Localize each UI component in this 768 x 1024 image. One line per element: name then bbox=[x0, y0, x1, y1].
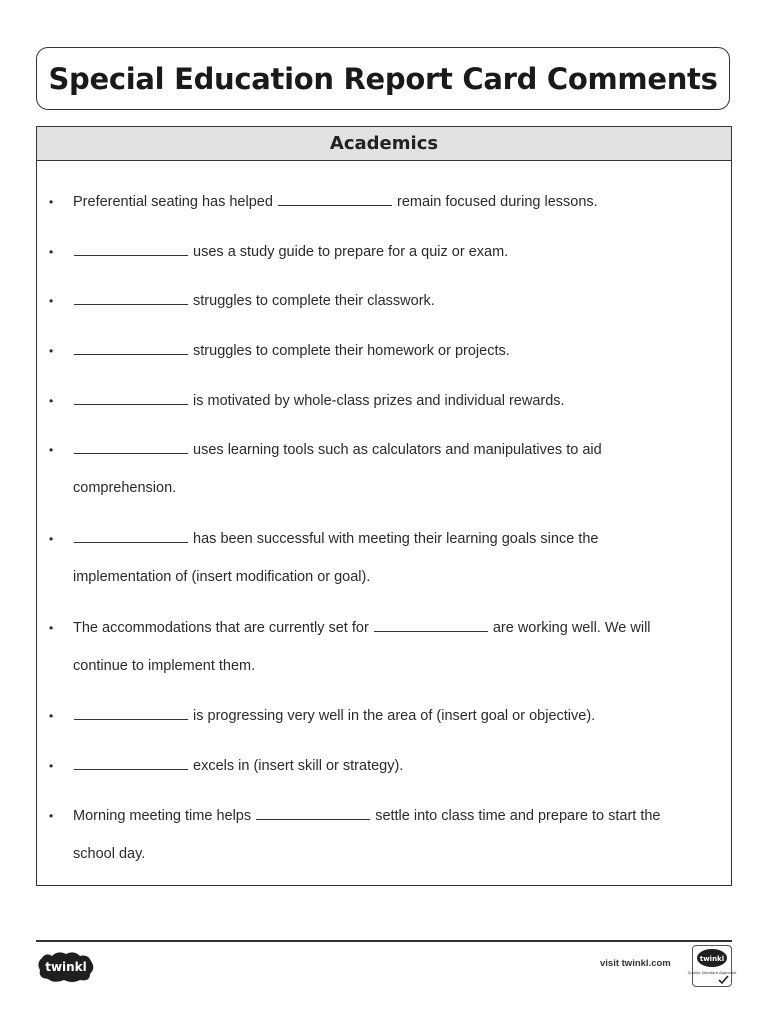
bullet-icon: • bbox=[49, 532, 54, 546]
comment-text-after: settle into class time and prepare to start the bbox=[375, 808, 661, 824]
quality-badge bbox=[687, 945, 737, 987]
badge-text: Quality Standard Approved bbox=[687, 971, 737, 975]
comment-item bbox=[49, 233, 723, 271]
bullet-icon: • bbox=[49, 344, 54, 358]
comment-text-after: is motivated by whole-class prizes and individual rewards. bbox=[193, 393, 565, 409]
footer-divider bbox=[36, 940, 732, 942]
comment-text-after: struggles to complete their homework or projects. bbox=[193, 343, 510, 359]
comment-item bbox=[49, 382, 723, 420]
comment-text-after: has been successful with meeting their learning goals since the bbox=[193, 531, 599, 547]
student-name-blank[interactable] bbox=[74, 340, 188, 355]
student-name-blank[interactable] bbox=[278, 191, 392, 206]
student-name-blank[interactable] bbox=[74, 290, 188, 305]
comment-item bbox=[49, 332, 723, 370]
bullet-icon: • bbox=[49, 294, 54, 308]
twinkl-logo bbox=[36, 950, 96, 984]
bullet-icon: • bbox=[49, 394, 54, 408]
bullet-icon: • bbox=[49, 621, 54, 635]
bullet-icon: • bbox=[49, 245, 54, 259]
student-name-blank[interactable] bbox=[74, 439, 188, 454]
comment-item bbox=[49, 697, 723, 735]
student-name-blank[interactable] bbox=[74, 390, 188, 405]
comment-item bbox=[49, 431, 723, 507]
student-name-blank[interactable] bbox=[74, 755, 188, 770]
student-name-blank[interactable] bbox=[374, 617, 488, 632]
bullet-icon: • bbox=[49, 443, 54, 457]
comment-text-after: uses a study guide to prepare for a quiz or exam. bbox=[193, 244, 509, 260]
comment-text-before: Morning meeting time helps bbox=[73, 808, 252, 824]
comment-item bbox=[49, 797, 723, 873]
logo-text: twinkl bbox=[45, 960, 87, 974]
bullet-icon: • bbox=[49, 709, 54, 723]
comment-item bbox=[49, 183, 723, 221]
badge-icon bbox=[687, 946, 737, 986]
comment-text-after: are working well. We will bbox=[492, 620, 651, 636]
bullet-icon: • bbox=[49, 195, 54, 209]
student-name-blank[interactable] bbox=[256, 805, 370, 820]
student-name-blank[interactable] bbox=[74, 528, 188, 543]
bullet-icon: • bbox=[49, 809, 54, 823]
comment-item bbox=[49, 747, 723, 785]
comment-item bbox=[49, 282, 723, 320]
visit-link[interactable]: visit twinkl.com bbox=[600, 958, 671, 969]
student-name-blank[interactable] bbox=[74, 241, 188, 256]
title-box bbox=[36, 47, 730, 110]
badge-logo-text: twinkl bbox=[699, 955, 725, 963]
comment-text-before: The accommodations that are currently set for bbox=[73, 620, 369, 636]
page-title: Special Education Report Card Comments bbox=[48, 61, 718, 96]
comment-text-continued: school day. bbox=[73, 846, 146, 862]
comment-item bbox=[49, 609, 723, 685]
comment-text-after: is progressing very well in the area of (insert goal or objective). bbox=[193, 708, 596, 724]
comment-text-after: uses learning tools such as calculators and manipulatives to aid bbox=[193, 442, 602, 458]
comment-text-after: remain focused during lessons. bbox=[396, 194, 598, 210]
comment-text-continued: continue to implement them. bbox=[73, 658, 256, 674]
academics-section bbox=[36, 126, 732, 886]
comment-item bbox=[49, 520, 723, 596]
comment-text-continued: comprehension. bbox=[73, 480, 177, 496]
student-name-blank[interactable] bbox=[74, 705, 188, 720]
comment-text-before: Preferential seating has helped bbox=[73, 194, 273, 210]
section-header: Academics bbox=[37, 127, 731, 161]
comment-text-after: excels in (insert skill or strategy). bbox=[193, 758, 404, 774]
bullet-icon: • bbox=[49, 759, 54, 773]
comment-text-after: struggles to complete their classwork. bbox=[193, 293, 435, 309]
comment-text-continued: implementation of (insert modification or goal). bbox=[73, 569, 371, 585]
